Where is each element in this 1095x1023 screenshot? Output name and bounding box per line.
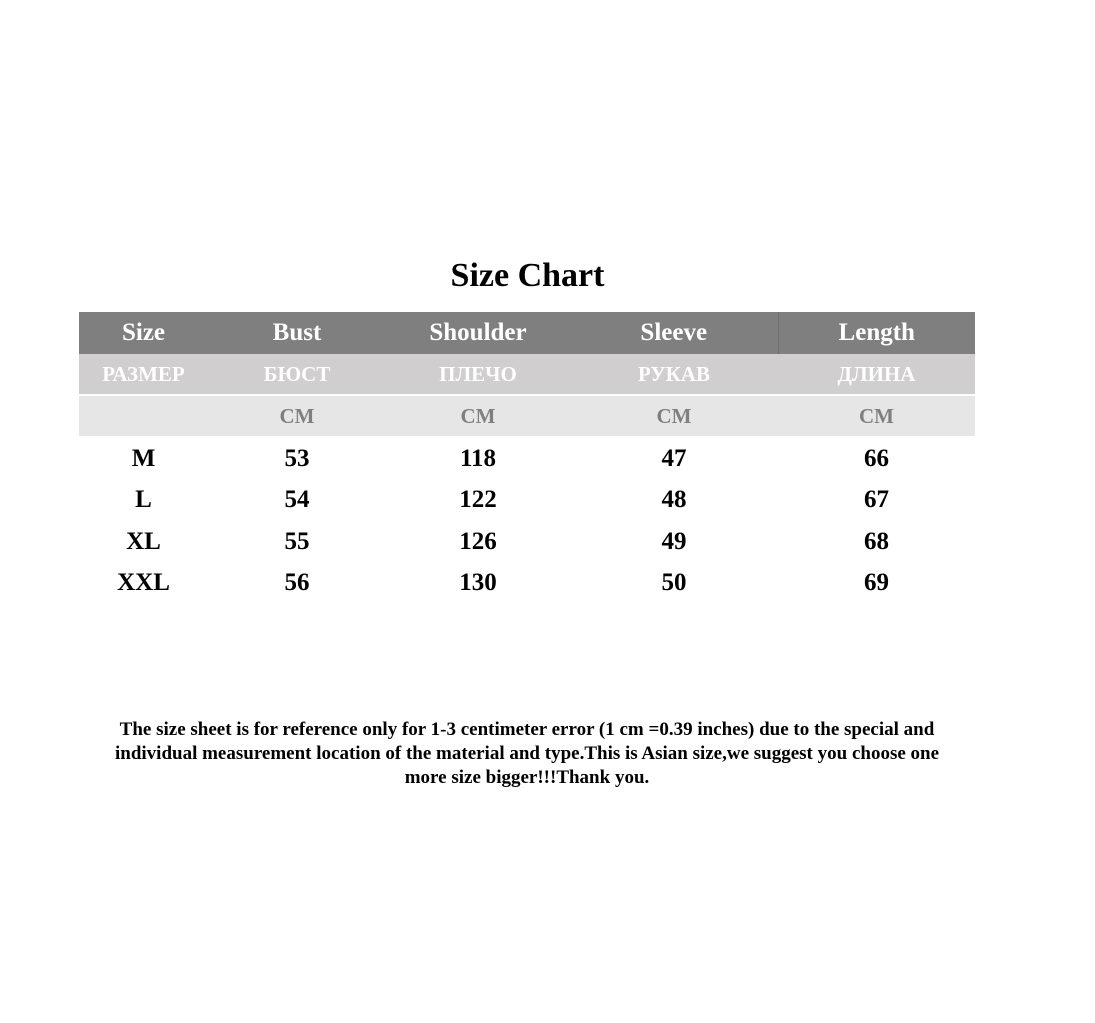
header-size: Size <box>79 312 208 354</box>
shoulder-cell: 130 <box>459 569 497 597</box>
disclaimer-line: more size bigger!!!Thank you. <box>404 767 650 788</box>
unit-sleeve: CM <box>570 396 778 436</box>
header-bust-ru: БЮСТ <box>208 354 386 394</box>
header-length: Length <box>778 312 975 354</box>
header-shoulder: Shoulder <box>386 312 570 354</box>
shoulder-cell: 126 <box>459 527 497 555</box>
size-cell: M <box>131 444 156 472</box>
length-cell: 67 <box>864 486 889 514</box>
unit-length: CM <box>778 396 975 436</box>
length-cell: 66 <box>864 444 889 472</box>
unit-shoulder: CM <box>386 396 570 436</box>
size-cell: XXL <box>117 569 170 597</box>
size-cell: L <box>135 486 152 514</box>
header-shoulder-ru: ПЛЕЧО <box>386 354 570 394</box>
disclaimer-line: individual measurement location of the material and type.This is Asian size,we suggest you choose one <box>114 743 940 764</box>
unit-size <box>79 396 208 436</box>
header-sleeve-ru: РУКАВ <box>570 354 778 394</box>
sleeve-cell: 48 <box>661 486 687 514</box>
table-row <box>79 521 975 563</box>
page-title: Size Chart <box>450 257 605 294</box>
bust-cell: 55 <box>284 527 310 555</box>
shoulder-cell: 118 <box>459 444 497 472</box>
disclaimer-note <box>79 718 975 790</box>
bust-cell: 54 <box>284 486 310 514</box>
table-row <box>79 436 975 480</box>
sleeve-cell: 47 <box>661 444 687 472</box>
header-size-ru: РАЗМЕР <box>79 354 208 394</box>
header-sleeve: Sleeve <box>570 312 778 354</box>
bust-cell: 53 <box>284 444 310 472</box>
length-cell: 68 <box>864 527 889 555</box>
sleeve-cell: 49 <box>661 527 687 555</box>
unit-bust: CM <box>208 396 386 436</box>
header-row-russian <box>79 354 975 394</box>
disclaimer-line: The size sheet is for reference only for 1-3 centimeter error (1 cm =0.39 inches) due to the special and <box>119 719 935 740</box>
header-bust: Bust <box>208 312 386 354</box>
sleeve-cell: 50 <box>661 569 687 597</box>
size-cell: XL <box>126 527 161 555</box>
size-table <box>79 312 975 604</box>
header-length-ru: ДЛИНА <box>778 354 975 394</box>
table-row <box>79 563 975 605</box>
table-row <box>79 480 975 522</box>
header-row-english <box>79 312 975 354</box>
unit-row <box>79 396 975 436</box>
bust-cell: 56 <box>284 569 310 597</box>
shoulder-cell: 122 <box>459 486 497 514</box>
length-cell: 69 <box>864 569 889 597</box>
